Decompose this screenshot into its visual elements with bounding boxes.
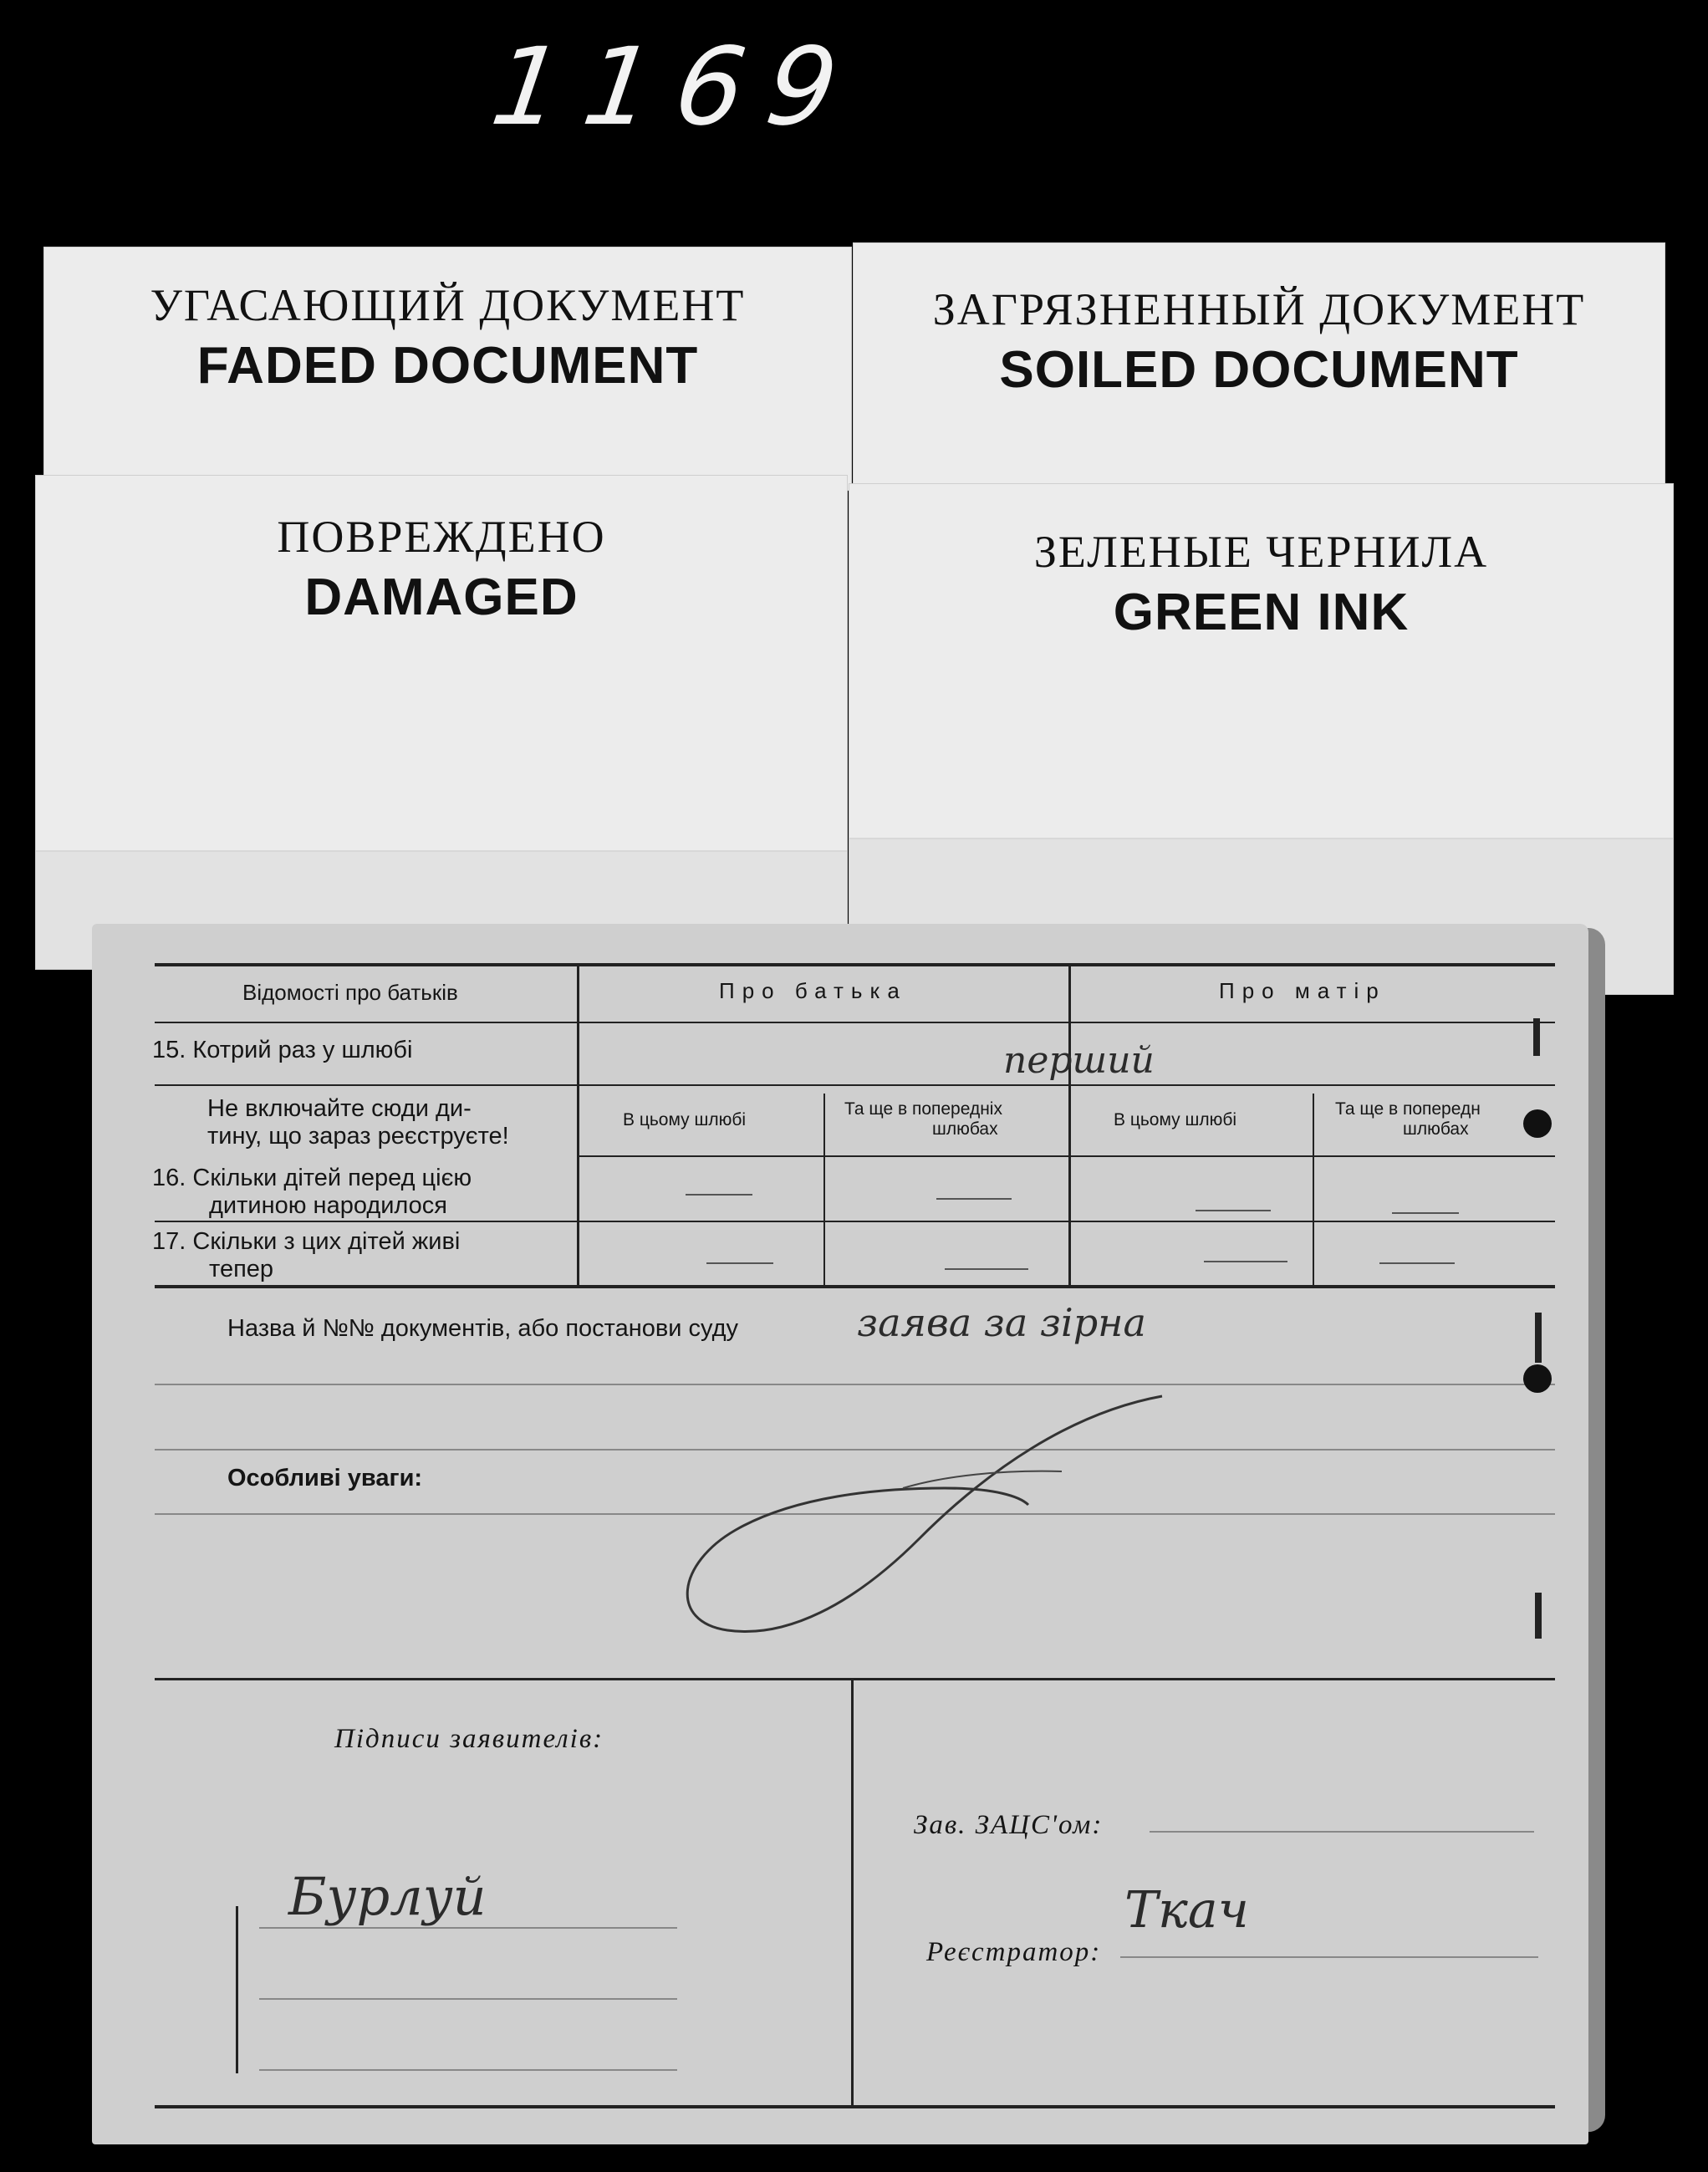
header-parents-info: Відомості про батьків — [242, 980, 458, 1005]
applicant-signature: Бурлуй — [288, 1866, 487, 1927]
subheader-previous-mother-1: Та ще в попередн — [1335, 1099, 1481, 1119]
binding-mark — [1535, 1313, 1542, 1363]
card-en-label: GREEN INK — [1113, 584, 1410, 641]
table-col-divider — [1313, 1094, 1314, 1286]
applicant-signature-line — [259, 1927, 677, 1929]
signature-block-divider — [851, 1680, 854, 2107]
row15-value: перший — [1003, 1039, 1155, 1082]
subheader-this-marriage-father: В цьому шлюбі — [623, 1110, 747, 1129]
table-row-rule — [155, 1084, 1555, 1086]
documents-label: Назва й №№ документів, або постанови суду — [227, 1315, 739, 1342]
table-col-divider — [577, 963, 579, 1287]
cancellation-flourish — [669, 1379, 1187, 1647]
punch-hole — [1523, 1364, 1552, 1393]
film-frame-number: 1169 — [484, 25, 869, 150]
empty-cell-dash — [1392, 1212, 1459, 1214]
applicant-bracket — [236, 1906, 238, 2073]
row17-line-1: 17. Скільки з цих дітей живі — [152, 1228, 461, 1255]
table-header-rule — [155, 1022, 1555, 1023]
damaged-card — [35, 475, 848, 970]
applicant-signature-line — [259, 1998, 677, 2000]
punch-hole — [1523, 1109, 1552, 1138]
head-of-registry-label: Зав. ЗАЦС'ом: — [914, 1810, 1104, 1840]
empty-cell-dash — [945, 1268, 1028, 1270]
note-line-2: тину, що зараз реєструєте! — [207, 1123, 509, 1150]
registrar-signature-line — [1120, 1956, 1538, 1958]
registrar-label: Реєстратор: — [926, 1937, 1102, 1967]
empty-cell-dash — [1196, 1210, 1271, 1211]
applicant-signature-line — [259, 2069, 677, 2071]
sheet-bottom-rule — [155, 2105, 1555, 2108]
card-ru-label: ПОВРЕЖДЕНО — [277, 512, 606, 562]
note-line-1: Не включайте сюди ди- — [207, 1095, 472, 1122]
binding-mark — [1535, 1593, 1542, 1639]
row17-line-2: тепер — [209, 1256, 274, 1282]
row16-line-2: дитиною народилося — [209, 1192, 448, 1219]
table-col-divider — [823, 1094, 825, 1286]
empty-cell-dash — [1379, 1262, 1455, 1264]
card-en-label: SOILED DOCUMENT — [999, 341, 1519, 399]
soiled-document-card — [853, 242, 1665, 495]
table-bottom-rule — [155, 1285, 1555, 1288]
subheader-this-marriage-mother: В цьому шлюбі — [1114, 1110, 1237, 1129]
card-en-label: DAMAGED — [304, 568, 579, 626]
applicants-signatures-label: Підписи заявителів: — [334, 1724, 604, 1754]
subheader-previous-father-1: Та ще в попередніх — [844, 1099, 1002, 1119]
empty-cell-dash — [706, 1262, 773, 1264]
documents-value: заява за зірна — [857, 1300, 1146, 1345]
head-signature-line — [1150, 1831, 1534, 1833]
card-ru-label: ЗАГРЯЗНЕННЫЙ ДОКУМЕНТ — [932, 284, 1586, 334]
faded-document-card — [43, 247, 852, 491]
card-ru-label: ЗЕЛЕНЫЕ ЧЕРНИЛА — [1033, 527, 1489, 577]
table-subheader-rule — [577, 1155, 1555, 1157]
row16-line-1: 16. Скільки дітей перед цією — [152, 1165, 472, 1191]
empty-cell-dash — [686, 1194, 752, 1196]
card-ru-label: УГАСАЮЩИЙ ДОКУМЕНТ — [150, 280, 746, 330]
green-ink-card — [849, 483, 1674, 995]
empty-cell-dash — [936, 1198, 1012, 1200]
subheader-previous-father-2: шлюбах — [932, 1119, 998, 1139]
binding-mark — [1533, 1018, 1540, 1056]
table-col-divider — [1068, 963, 1071, 1287]
table-top-rule — [155, 963, 1555, 966]
card-en-label: FADED DOCUMENT — [196, 337, 699, 395]
empty-cell-dash — [1204, 1261, 1287, 1262]
signature-block-top-rule — [155, 1678, 1555, 1680]
table-row-rule — [155, 1221, 1555, 1222]
subheader-previous-mother-2: шлюбах — [1403, 1119, 1469, 1139]
registrar-signature: Ткач — [1124, 1881, 1249, 1940]
row15-label: 15. Котрий раз у шлюбі — [152, 1037, 413, 1063]
remarks-label: Особливі уваги: — [227, 1465, 423, 1491]
header-about-mother: Про матір — [1219, 978, 1386, 1003]
header-about-father: Про батька — [719, 978, 907, 1003]
